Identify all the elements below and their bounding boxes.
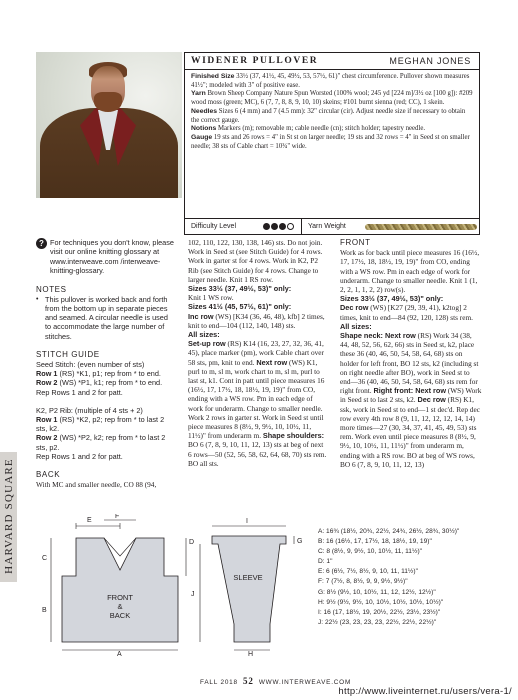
next-row-text: (WS) K1, purl to m, sl m, work chart to m, sl m, purl to last st, k1. Cont in patt until piece measures 16 (16½, 17, 17½, 18, 18½, 19, 19)" from CO, ending with a WS row. Pm in each edge of work for underarm. Change to smaller needle. Work 2 rows in garter st. Work in Seed st until piece measures 8 (8½, 9, 9½, 10, 10½, 11, 11½)" from underarm m. bbox=[188, 357, 325, 441]
notions-text: Markers (m); removable m; cable needle (cn); stitch holder; tapestry needle. bbox=[218, 125, 426, 133]
sizes-b-heading: Sizes 41½ (45, 57½, 61)" only: bbox=[188, 302, 292, 312]
seed-row1-text: (RS) *K1, p1; rep from * to end. bbox=[57, 369, 161, 379]
sizes-a-heading: Sizes 33½ (37, 49½, 53)" only: bbox=[188, 284, 292, 294]
label-back: BACK bbox=[109, 611, 131, 620]
rib-heading: K2, P2 Rib: (multiple of 4 sts + 2) bbox=[36, 405, 143, 415]
difficulty-dot-icon bbox=[271, 223, 278, 230]
setup-row-text: (RS) K14 (16, 23, 27, 32, 36, 41, 45), place marker (pm), work Cable chart over 58 sts, pm, knit to end. bbox=[188, 339, 324, 367]
label-ampersand: & bbox=[117, 602, 123, 611]
inc-row-text: (WS) [K34 (36, 46, 48), kfb] 2 times, knit to end—104 (112, 140, 148) sts. bbox=[188, 311, 325, 330]
shape-neck-text: (RS) Work 34 (38, 44, 48, 52, 56, 62, 66) sts in Seed st, k2, place these 36 (40, 46, 50, 54, 58, 64, 68) sts on holder for left front, BO 12 sts, k2 (including st on right needle after BO), work in Seed st to end—36 (40, 46, 50, 54, 58, 64, 68) sts rem for right front. bbox=[340, 331, 479, 396]
dec-row-text: (WS) [K27 (29, 39, 41), k2tog] 2 times, knit to end—84 (92, 120, 128) sts rem. bbox=[340, 303, 473, 322]
designer-name: MEGHAN JONES bbox=[389, 56, 471, 66]
measurements-legend bbox=[318, 527, 488, 628]
right-front-text: (WS) Work in Seed st to last 2 sts, k2. bbox=[340, 386, 482, 405]
right-front-label: Right front: Next row bbox=[373, 386, 447, 396]
dim-letter-j: J bbox=[191, 591, 195, 598]
dim-letter-b: B bbox=[42, 607, 47, 614]
back-continued-text: 102, 110, 122, 130, 138, 146) sts. Do not join. Work in Seed st (see Stitch Guide) for 4 rows. Work in garter st for 4 rows. Work in K2, P2 Rib (see Stitch Guide) for 4 rows. Change to larger needle. Knit 1 RS row. bbox=[188, 238, 323, 284]
dim-letter-d: D bbox=[189, 539, 195, 546]
front-back-schematic bbox=[62, 538, 178, 642]
yarn-label: Yarn bbox=[191, 90, 206, 98]
label-front: FRONT bbox=[107, 593, 133, 602]
difficulty-row bbox=[185, 218, 479, 234]
all-sizes-heading-2: All sizes: bbox=[340, 321, 372, 331]
seed-row1-label: Row 1 bbox=[36, 369, 58, 379]
difficulty-dot-icon bbox=[263, 223, 270, 230]
back-heading: BACK bbox=[36, 470, 61, 480]
column-2 bbox=[188, 238, 328, 468]
difficulty-dot-icon bbox=[287, 223, 294, 230]
gauge-label: Gauge bbox=[191, 133, 213, 141]
sleeve-schematic bbox=[212, 536, 286, 642]
seed-stitch-heading: Seed Stitch: (even number of sts) bbox=[36, 360, 145, 370]
finished-size-label: Finished Size bbox=[191, 73, 235, 80]
stitch-guide-heading: STITCH GUIDE bbox=[36, 349, 100, 359]
sizes-a-text: Knit 1 WS row. bbox=[188, 293, 234, 303]
dim-letter-a: A bbox=[117, 651, 122, 656]
pattern-title: WIDENER PULLOVER bbox=[191, 56, 319, 66]
dec-row-2-text: (RS) K1, ssk, work in Seed st to end—1 st dec'd. Rep dec row every 4th row 8 (9, 11, 12, 12, 12, 14, 14) more times—27 (30, 34, 37, 41, 45, 49, 53) sts rem. Work even until piece measures 8 (8½, 9, 9½, 10, 10½, 11, 11½)" from underarm m, ending with a RS row. BO at beg of WS rows, BO 6 (7, 8, 9, 10, 11, 12, 13) bbox=[340, 395, 480, 469]
needles-label: Needles bbox=[191, 107, 218, 115]
notes-heading: NOTES bbox=[36, 284, 67, 294]
title-row bbox=[185, 53, 479, 70]
difficulty-dots bbox=[263, 223, 301, 230]
technique-note bbox=[36, 238, 176, 276]
page-number: 52 bbox=[243, 676, 254, 686]
rib-row2-text: (WS) *P2, k2; rep from * to last 2 sts, p2. bbox=[36, 433, 166, 452]
legend-i: I: 16 (17, 18½, 19, 20½, 22½, 23½, 23½)" bbox=[318, 608, 441, 616]
legend-a: A: 16¾ (18½, 20¾, 22½, 24¾, 26½, 28¾, 30½)" bbox=[318, 528, 460, 535]
footer-site: WWW.INTERWEAVE.COM bbox=[258, 679, 352, 686]
model-photo bbox=[36, 52, 182, 198]
legend-c: C: 8 (8½, 9, 9½, 10, 10½, 11, 11½)" bbox=[318, 548, 422, 556]
setup-row-label: Set-up row bbox=[188, 339, 226, 349]
pattern-info-box bbox=[184, 52, 480, 235]
notions-label: Notions bbox=[191, 125, 217, 133]
shape-shoulders-label: Shape shoulders: bbox=[262, 431, 325, 441]
column-3 bbox=[340, 238, 482, 469]
specs-block bbox=[185, 70, 479, 151]
next-row-label: Next row bbox=[256, 357, 288, 367]
legend-j: J: 22½ (23, 23, 23, 23, 22½, 22½, 22½)" bbox=[318, 618, 437, 626]
dec-row-2-label: Dec row bbox=[417, 395, 446, 405]
gauge-text: 19 sts and 26 rows = 4" in St st on larger needle; 19 sts and 32 rows = 4" in Seed st on smaller needle; 38 sts of Cable chart = 10¾" wide. bbox=[191, 133, 470, 150]
label-sleeve: SLEEVE bbox=[233, 573, 263, 582]
finished-size-text: 33½ (37, 41½, 45, 49½, 53, 57½, 61)" chest circumference. Pullover shown measures 41½"; modeled with 3" of positive ease. bbox=[191, 73, 470, 89]
legend-h: H: 9½ (9½, 9½, 10, 10½, 10½, 10½, 10½)" bbox=[318, 598, 444, 606]
rib-row1-text: (RS) *K2, p2; rep from * to last 2 sts, k2. bbox=[36, 415, 165, 434]
rib-row2-label: Row 2 bbox=[36, 433, 58, 443]
schematic-diagram bbox=[36, 514, 312, 656]
dim-letter-i: I bbox=[246, 518, 248, 525]
shape-neck-label: Shape neck: Next row bbox=[340, 331, 416, 341]
side-tab-label: HARVARD SQUARE bbox=[3, 458, 15, 574]
notes-text: This pullover is worked back and forth from the bottom up in separate pieces and seamed. A circular needle is used to accommodate the large number of stitches. bbox=[45, 294, 168, 341]
front-text: Work as for back until piece measures 16 (16½, 17, 17½, 18, 18½, 19, 19)" from CO, ending with a WS row. Pm in each edge of work for underarm. Change to smaller needle. Knit 1 (1, 2, 2, 1, 1, 2, 2) row(s). bbox=[340, 248, 480, 295]
difficulty-label: Difficulty Level bbox=[191, 223, 237, 230]
sizes-c-heading: Sizes 33½ (37, 49½, 53)" only: bbox=[340, 294, 444, 304]
rib-repeat: Rep Rows 1 and 2 for patt. bbox=[36, 451, 123, 461]
all-sizes-heading: All sizes: bbox=[188, 330, 220, 340]
difficulty-dot-icon bbox=[279, 223, 286, 230]
dim-letter-f: F bbox=[115, 514, 120, 520]
legend-e: E: 6 (6½, 7½, 8½, 9, 10, 11, 11½)" bbox=[318, 568, 418, 576]
notes-item bbox=[36, 295, 176, 341]
dim-letter-h: H bbox=[248, 651, 254, 656]
yarn-weight-label: Yarn Weight bbox=[301, 219, 363, 234]
seed-row2-text: (WS) *P1, k1; rep from * to end. bbox=[57, 378, 163, 388]
watermark-url[interactable]: http://www.liveinternet.ru/users/vera-1/ bbox=[338, 686, 512, 697]
yarn-weight-swatch-icon bbox=[363, 219, 479, 234]
back-text: With MC and smaller needle, CO 88 (94, bbox=[36, 480, 157, 490]
page-footer bbox=[200, 676, 351, 686]
seed-row2-label: Row 2 bbox=[36, 378, 58, 388]
dim-letter-e: E bbox=[87, 517, 92, 524]
dim-letter-c: C bbox=[42, 555, 48, 562]
column-1 bbox=[36, 238, 176, 489]
legend-d: D: 1" bbox=[318, 558, 333, 566]
needles-text: Sizes 6 (4 mm) and 7 (4.5 mm): 32" circular (cir). Adjust needle size if necessary to obtain the correct gauge. bbox=[191, 107, 466, 124]
legend-b: B: 16 (16½, 17, 17½, 18, 18½, 19, 19)" bbox=[318, 538, 432, 546]
dim-letter-g: G bbox=[297, 538, 303, 545]
yarn-text: Brown Sheep Company Nature Spun Worsted (100% wool; 245 yd [224 m]/3½ oz [100 g]): #209 wood moss (green; MC), 6 (7, 7, 8, 8, 9, 10, 10) skeins; #101 burnt sienna (red; CC), 1 skein. bbox=[191, 90, 473, 107]
legend-g: G: 8½ (9½, 10, 10½, 11, 12, 12½, 12½)" bbox=[318, 588, 436, 596]
inc-row-label: Inc row bbox=[188, 311, 214, 321]
bullet-icon: • bbox=[36, 295, 39, 303]
rib-row1-label: Row 1 bbox=[36, 415, 58, 425]
question-icon: ? bbox=[36, 238, 47, 249]
technique-note-text: For techniques you don't know, please visit our online knitting glossary at www.interweave.com /interweave-knitting-glossary. bbox=[50, 238, 174, 276]
dec-row-label: Dec row bbox=[340, 303, 369, 313]
footer-season: FALL 2018 bbox=[200, 679, 238, 686]
legend-f: F: 7 (7½, 8, 8½, 9, 9, 9½, 9½)" bbox=[318, 578, 408, 586]
shape-shoulders-text: BO 6 (7, 8, 9, 10, 11, 12, 13) sts at beg of next 6 rows—50 (52, 56, 58, 62, 64, 68, 70) sts rem. BO all sts. bbox=[188, 440, 327, 468]
seed-repeat: Rep Rows 1 and 2 for patt. bbox=[36, 387, 123, 397]
front-heading: FRONT bbox=[340, 238, 371, 247]
